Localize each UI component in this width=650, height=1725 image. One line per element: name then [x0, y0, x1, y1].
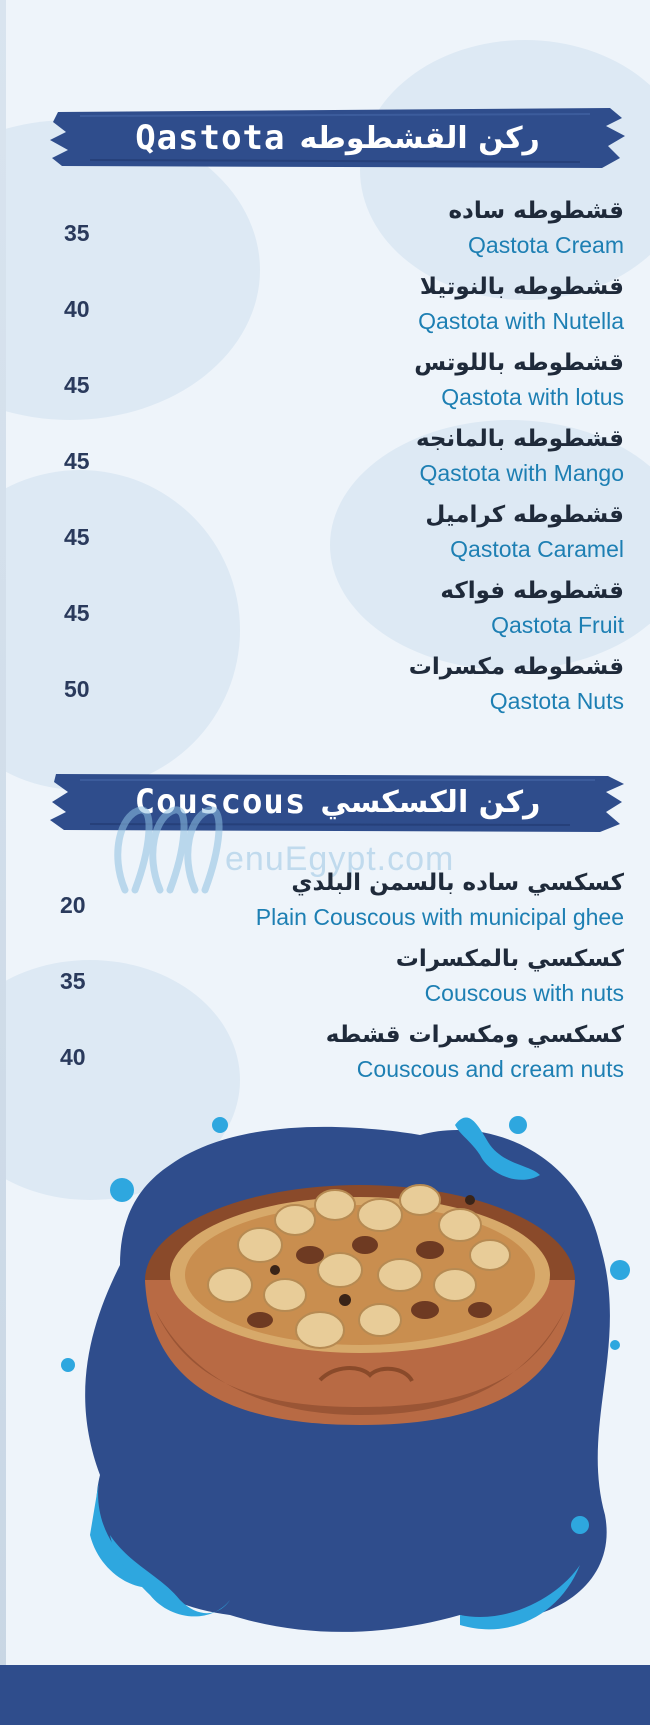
item-price: 20: [60, 892, 86, 918]
menu-item: [64, 426, 624, 496]
item-price: 40: [64, 296, 90, 322]
menu-item: [64, 198, 624, 268]
item-price: 35: [64, 220, 90, 246]
item-name-en: Qastota Fruit: [491, 612, 624, 638]
dessert-photo: [60, 1095, 630, 1655]
menu-item: [64, 350, 624, 420]
item-name-en: Qastota Cream: [468, 232, 624, 258]
item-name-ar: قشطوطه بالمانجه: [415, 426, 624, 452]
section-title-ar: ركن الكسكسي: [320, 784, 541, 820]
section-title-ar: ركن القشطوطه: [299, 120, 540, 156]
item-name-ar: كسكسي بالمكسرات: [395, 946, 624, 972]
item-name-ar: قشطوطه مكسرات: [408, 654, 624, 680]
nut-dessert-bowl-icon: [145, 1185, 575, 1425]
menu-item: [60, 946, 624, 1016]
menu-item: [64, 274, 624, 344]
footer-bar: [0, 1665, 650, 1725]
item-price: 35: [60, 968, 86, 994]
item-name-en: Qastota Nuts: [489, 688, 624, 714]
item-name-en: Couscous and cream nuts: [356, 1056, 624, 1082]
menu-item: [64, 578, 624, 648]
item-name-en: Couscous with nuts: [424, 980, 624, 1006]
item-name-ar: كسكسي ساده بالسمن البلدي: [291, 870, 624, 896]
item-name-ar: قشطوطه كراميل: [425, 502, 624, 528]
item-name-en: Qastota with lotus: [441, 384, 624, 410]
menu-item: [60, 1022, 624, 1092]
item-name-ar: كسكسي ومكسرات قشطه: [325, 1022, 624, 1048]
item-name-en: Qastota Caramel: [450, 536, 624, 562]
item-name-ar: قشطوطه فواكه: [440, 578, 624, 604]
item-price: 45: [64, 600, 90, 626]
item-price: 45: [64, 372, 90, 398]
item-name-ar: قشطوطه بالنوتيلا: [419, 274, 624, 300]
item-name-en: Plain Couscous with municipal ghee: [255, 904, 624, 930]
item-price: 45: [64, 448, 90, 474]
section-title-en: Couscous: [134, 782, 307, 822]
item-price: 45: [64, 524, 90, 550]
section-title-en: Qastota: [135, 118, 286, 158]
item-name-en: Qastota with Mango: [419, 460, 624, 486]
menu-item: [60, 870, 624, 940]
section-banner-qastota: [50, 106, 625, 170]
item-name-en: Qastota with Nutella: [418, 308, 624, 334]
menu-item: [64, 502, 624, 572]
item-name-ar: قشطوطه باللوتس: [414, 350, 624, 376]
item-name-ar: قشطوطه ساده: [448, 198, 624, 224]
menu-item: [64, 654, 624, 724]
item-price: 50: [64, 676, 90, 702]
item-price: 40: [60, 1044, 86, 1070]
watermark-text: enuEgypt.com: [225, 840, 455, 878]
page-edge: [0, 0, 6, 1725]
